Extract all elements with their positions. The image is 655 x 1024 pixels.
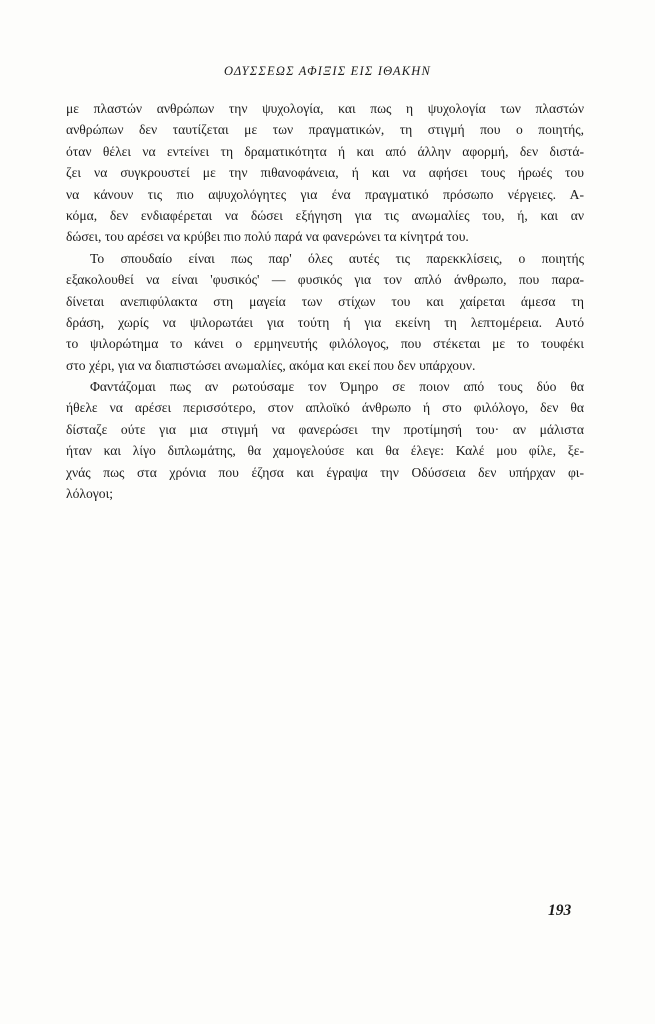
running-head: ΟΔΥΣΣΕΩΣ ΑΦΙΞΙΣ ΕΙΣ ΙΘΑΚΗΝ (224, 64, 431, 78)
text-line: να κάνουν τις πιο αψυχολόγητες για ένα πραγματικό πρόσωπο νέργειες. Α- (66, 186, 584, 202)
text-line: το ψιλορώτημα το κάνει ο ερμηνευτής φιλόλογος, που στέκεται με το τουφέκι (66, 336, 584, 352)
text-line: Φαντάζομαι πως αν ρωτούσαμε τον Όμηρο σε ποιον από τους δύο θα (90, 379, 584, 395)
text-line: εξακολουθεί να είναι 'φυσικός' — φυσικός για τον απλό άνθρωπο, που παρα- (66, 272, 584, 288)
text-line: με πλαστών ανθρώπων την ψυχολογία, και πως η ψυχολογία των πλαστών (66, 101, 584, 116)
text-line: δράση, χωρίς να ψιλορωτάει για τούτη ή για εκείνη τη λεπτομέρεια. Αυτό (66, 314, 584, 330)
text-line: δώσει, του αρέσει να κρύβει πιο πολύ παρά να φανερώνει τα κίνητρά του. (66, 229, 469, 245)
paragraph (66, 98, 584, 248)
text-line: ανθρώπων δεν ταυτίζεται με των πραγματικών, τη στιγμή που ο ποιητής, (66, 122, 584, 138)
text-line: δίνεται ανεπιφύλακτα στη μαγεία των στίχων του και χαίρεται άμεσα τη (66, 293, 584, 309)
text-line: ήθελε να αρέσει περισσότερο, στον απλοϊκό άνθρωπο ή στο φιλόλογο, δεν θα (66, 400, 584, 416)
paragraph (66, 248, 584, 376)
text-line: χνάς πως στα χρόνια που έζησα και έγραψα την Οδύσσεια δεν υπήρχαν φι- (66, 464, 584, 480)
text-line: ζει να συγκρουστεί με την πιθανοφάνεια, ή και να αφήσει τους ήρωές του (66, 165, 584, 181)
text-line: κόμα, δεν ενδιαφέρεται να δώσει εξήγηση για τις ανωμαλίες του, ή, και αν (66, 207, 584, 223)
text-line: στο χέρι, για να διαπιστώσει ανωμαλίες, ακόμα και εκεί που δεν υπάρχουν. (66, 357, 476, 373)
body-text (66, 98, 584, 504)
text-line: όταν θέλει να εντείνει τη δραματικότητα ή και από άλλην αφορμή, δεν διστά- (66, 143, 584, 159)
page-number: 193 (548, 902, 572, 919)
text-line: Το σπουδαίο είναι πως παρ' όλες αυτές τις παρεκκλίσεις, ο ποιητής (90, 250, 584, 266)
text-line: δίσταζε ούτε για μια στιγμή να φανερώσει την προτίμησή του· αν μάλιστα (66, 421, 584, 437)
paragraph (66, 376, 584, 504)
text-line: λόλογοι; (66, 486, 114, 502)
text-line: ήταν και λίγο διπλωμάτης, θα χαμογελούσε και θα έλεγε: Καλέ μου φίλε, ξε- (66, 443, 584, 459)
